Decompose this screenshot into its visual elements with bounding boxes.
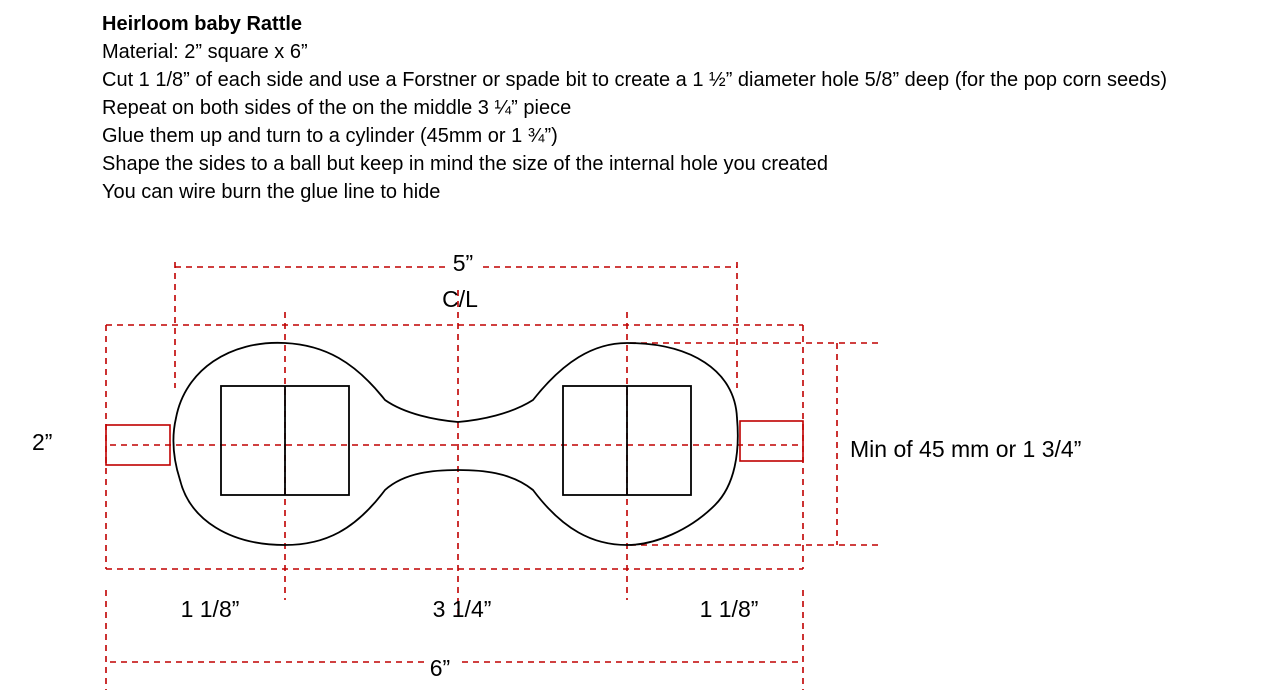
instruction-line: Material: 2” square x 6” — [102, 41, 308, 63]
centerline-label: C/L — [442, 286, 478, 312]
left-end-label: 1 1/8” — [180, 596, 240, 622]
rattle-outline — [173, 343, 737, 545]
instruction-line: Repeat on both sides of the on the middle 3 ¼” piece — [102, 97, 572, 119]
diameter-label: Min of 45 mm or 1 3/4” — [850, 436, 1082, 462]
ball-span-label: 5” — [452, 250, 474, 276]
instruction-line: Shape the sides to a ball but keep in mind the size of the internal hole you created — [102, 153, 829, 175]
instruction-line: Cut 1 1/8” of each side and use a Forstner or spade bit to create a 1 ½” diameter hole 5/8” deep (for the pop corn seeds) — [102, 69, 1168, 91]
height-label: 2” — [32, 429, 53, 455]
instructions-title: Heirloom baby Rattle — [102, 13, 303, 35]
instruction-line: Glue them up and turn to a cylinder (45mm or 1 ¾”) — [102, 125, 558, 147]
blank-outline — [106, 325, 803, 569]
diameter-dimension — [630, 343, 880, 545]
right-tenon — [740, 421, 803, 461]
middle-label: 3 1/4” — [432, 596, 492, 622]
instruction-line: You can wire burn the glue line to hide — [102, 181, 441, 203]
overall-length-label: 6” — [429, 655, 451, 681]
right-end-label: 1 1/8” — [699, 596, 759, 622]
